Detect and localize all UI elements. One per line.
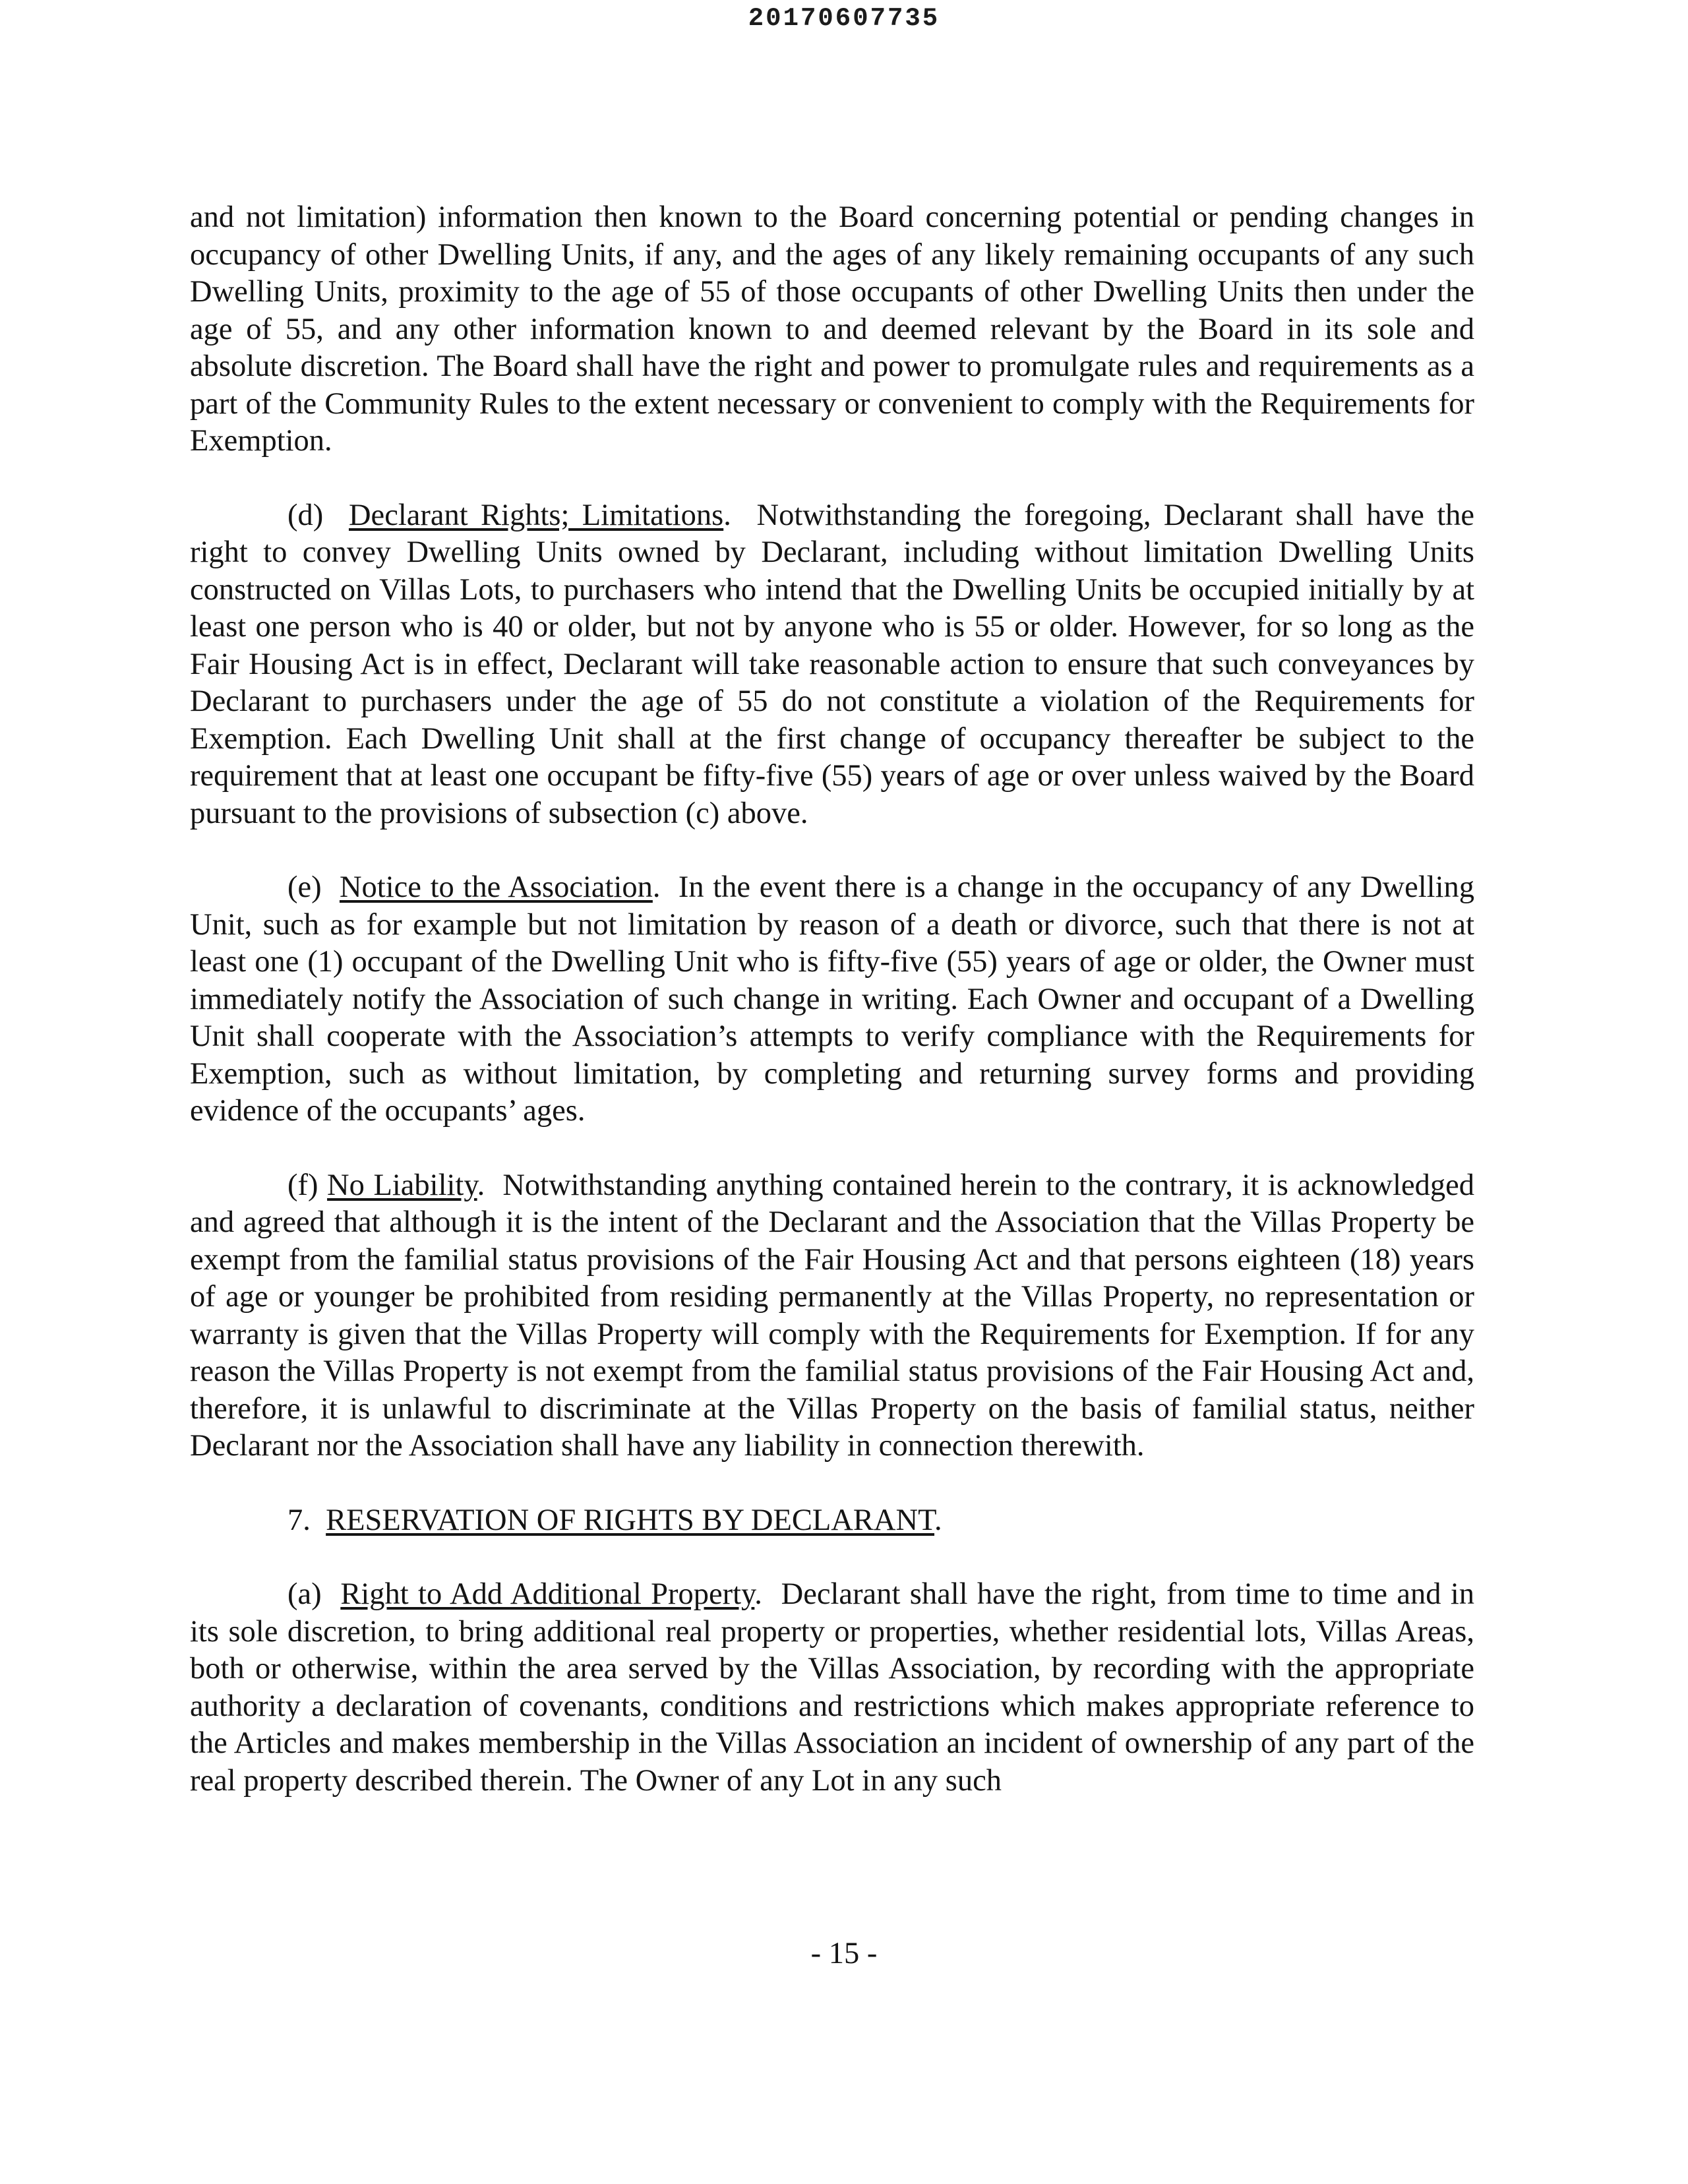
subsection-e-title: Notice to the Association: [339, 870, 653, 904]
section-7-a-label: (a): [287, 1577, 322, 1611]
section-7-heading: 7. RESERVATION OF RIGHTS BY DECLARANT.: [287, 1503, 942, 1537]
subsection-e-label: (e): [287, 870, 322, 904]
subsection-f-title: No Liability: [327, 1168, 477, 1202]
page-number: - 15 -: [810, 1937, 878, 1970]
section-7-a-title: Right to Add Additional Property: [340, 1577, 755, 1611]
continuation-paragraph: and not limitation) information then known to the Board concerning potential or pending changes in occupancy of other Dwelling Units, if any, and the ages of any likely remaining occupants of any such Dwelling Units, proximity to the age of 55 of those occupants of other Dwelling Units then under the age of 55, and any other information known to and deemed relevant by the Board in its sole and absolute discretion. The Board shall have the right and power to promulgate rules and requirements as a part of the Community Rules to the extent necessary or convenient to comply with the Requirements for Exemption.: [190, 200, 1474, 458]
subsection-d-text: Notwithstanding the foregoing, Declarant shall have the right to convey Dwelling Units owned by Declarant, including without limitation Dwelling Units constructed on Villas Lots, to purchasers who intend that the Dwelling Units be occupied initially by at least one person who is 40 or older, but not by anyone who is 55 or older. However, for so long as the Fair Housing Act is in effect, Declarant will take reasonable action to ensure that such conveyances by Declarant to purchasers under the age of 55 do not constitute a violation of the Requirements for Exemption. Each Dwelling Unit shall at the first change of occupancy thereafter be subject to the requirement that at least one occupant be fifty-five (55) years of age or over unless waived by the Board pursuant to the provisions of subsection (c) above.: [190, 498, 1475, 830]
subsection-e: (e) Notice to the Association. In the event there is a change in the occupancy of any Dwelling Unit, such as for example but not limitation by reason of a death or divorce, such that there is not at least one (1) occupant of the Dwelling Unit who is fifty-five (55) years of age or older, the Owner must immediately notify the Association of such change in writing. Each Owner and occupant of a Dwelling Unit shall cooperate with the Association’s attempts to verify compliance with the Requirements for Exemption, such as without limitation, by completing and returning survey forms and providing evidence of the occupants’ ages.: [190, 870, 1475, 1128]
section-7-title: RESERVATION OF RIGHTS BY DECLARANT: [326, 1503, 935, 1537]
subsection-f: (f) No Liability. Notwithstanding anything contained herein to the contrary, it is acknowledged and agreed that although it is the intent of the Declarant and the Association that the Villas Property be exempt from the familial status provisions of the Fair Housing Act and that persons eighteen (18) years of age or younger be prohibited from residing permanently at the Villas Property, no representation or warranty is given that the Villas Property will comply with the Requirements for Exemption. If for any reason the Villas Property is not exempt from the familial status provisions of the Fair Housing Act and, therefore, it is unlawful to discriminate at the Villas Property on the basis of familial status, neither Declarant nor the Association shall have any liability in connection therewith.: [190, 1168, 1475, 1463]
section-7-number: 7.: [287, 1503, 311, 1537]
subsection-f-text: Notwithstanding anything contained herein to the contrary, it is acknowledged and agreed that although it is the intent of the Declarant and the Association that the Villas Property be exempt from the familial status provisions of the Fair Housing Act and that persons eighteen (18) years of age or younger be prohibited from residing permanently at the Villas Property, no representation or warranty is given that the Villas Property will comply with the Requirements for Exemption. If for any reason the Villas Property is not exempt from the familial status provisions of the Fair Housing Act and, therefore, it is unlawful to discriminate at the Villas Property on the basis of familial status, neither Declarant nor the Association shall have any liability in connection therewith.: [190, 1168, 1475, 1463]
subsection-e-text: In the event there is a change in the occupancy of any Dwelling Unit, such as for example but not limitation by reason of a death or divorce, such that there is not at least one (1) occupant of the Dwelling Unit who is fifty-five (55) years of age or older, the Owner must immediately notify the Association of such change in writing. Each Owner and occupant of a Dwelling Unit shall cooperate with the Association’s attempts to verify compliance with the Requirements for Exemption, such as without limitation, by completing and returning survey forms and providing evidence of the occupants’ ages.: [190, 870, 1475, 1128]
document-number: 20170607735: [748, 4, 940, 33]
subsection-f-label: (f): [287, 1168, 318, 1202]
subsection-d-title: Declarant Rights; Limitations: [348, 498, 724, 532]
document-body: [190, 199, 1474, 1800]
section-7-a-text: Declarant shall have the right, from time to time and in its sole discretion, to bring additional real property or properties, whether residential lots, Villas Areas, both or otherwise, within the area served by the Villas Association, by recording with the appropriate authority a declaration of covenants, conditions and restrictions which makes appropriate reference to the Articles and makes membership in the Villas Association an incident of ownership of any part of the real property described therein. The Owner of any Lot in any such: [190, 1577, 1475, 1798]
subsection-d: (d) Declarant Rights; Limitations. Notwithstanding the foregoing, Declarant shall have the right to convey Dwelling Units owned by Declarant, including without limitation Dwelling Units constructed on Villas Lots, to purchasers who intend that the Dwelling Units be occupied initially by at least one person who is 40 or older, but not by anyone who is 55 or older. However, for so long as the Fair Housing Act is in effect, Declarant will take reasonable action to ensure that such conveyances by Declarant to purchasers under the age of 55 do not constitute a violation of the Requirements for Exemption. Each Dwelling Unit shall at the first change of occupancy thereafter be subject to the requirement that at least one occupant be fifty-five (55) years of age or over unless waived by the Board pursuant to the provisions of subsection (c) above.: [190, 498, 1475, 830]
subsection-d-label: (d): [287, 498, 324, 532]
section-7-subsection-a: (a) Right to Add Additional Property. Declarant shall have the right, from time to time and in its sole discretion, to bring additional real property or properties, whether residential lots, Villas Areas, both or otherwise, within the area served by the Villas Association, by recording with the appropriate authority a declaration of covenants, conditions and restrictions which makes appropriate reference to the Articles and makes membership in the Villas Association an incident of ownership of any part of the real property described therein. The Owner of any Lot in any such: [190, 1577, 1475, 1798]
